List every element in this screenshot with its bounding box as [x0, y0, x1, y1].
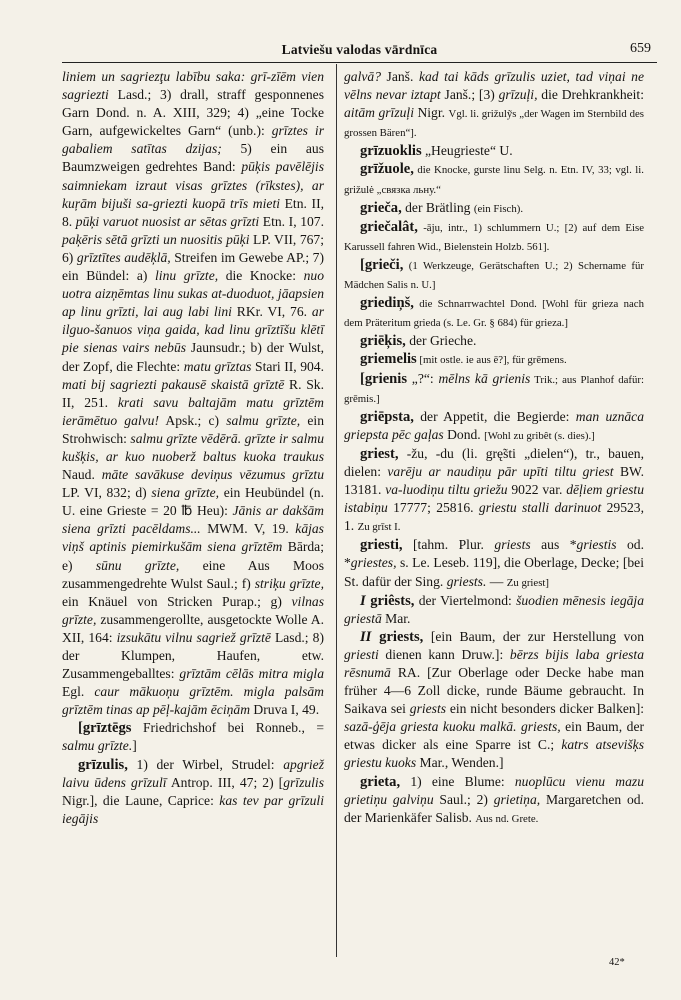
headword: griēķis, — [360, 333, 406, 350]
entry-text: salmu grīzte, — [226, 412, 301, 428]
entry-text — [234, 684, 244, 699]
entry-text: liniem un sagriezţu labību saka: grī-zīēm vien sagriezti — [62, 69, 324, 103]
entry-text: sazā-ģēja griesta kuoku malkā. griests, — [344, 719, 561, 735]
dictionary-entry — [344, 408, 644, 445]
entry-text: griestes, — [350, 555, 397, 571]
entry-text: Mar., Wenden.] — [416, 755, 504, 771]
entry-text: Friedrichshof bei Ronneb., = — [131, 720, 324, 736]
entry-text: caur mākuoņu grīztēm. — [94, 684, 234, 700]
entry-text: zusammengerollte, ausgetockte Wolle A. XII, 164: — [62, 611, 324, 645]
headword: grieta, — [360, 773, 401, 790]
entry-text: s. Le. Leseb. 119], die Oberlage, Decke; [bei St. dafür der Sing. — [344, 555, 644, 589]
entry-text: „Heugrieste“ U. — [421, 143, 513, 159]
entry-text: aus * — [530, 537, 577, 553]
entry-text: RKr. VI, 76. — [231, 304, 312, 320]
headword: griēpsta, — [360, 408, 414, 425]
entry-text: die Schnarrwachtel Dond. [Wohl für grieza nach dem Präteritum grieda (s. Le. Gr. § 684) für grieza.] — [344, 298, 644, 330]
dictionary-entry — [344, 199, 644, 218]
entry-text: Zu grīst I. — [357, 521, 401, 534]
entry-text: krati savu baltajām matu grīztēm ierāmētuo galvu! — [62, 394, 324, 428]
entry-text: griests — [494, 537, 531, 553]
entry-text: (1 Werkzeuge, Gerätschaften U.; 2) Schername für Mädchen Salis n. U.] — [344, 259, 644, 292]
entry-text: grīzulis — [283, 774, 324, 790]
headword: griemelis — [360, 351, 417, 368]
headword: [grīztēgs — [78, 720, 132, 737]
entry-text: Druva I, 49. — [250, 702, 320, 718]
entry-text: [Wohl zu gribêt (s. dies).] — [484, 429, 595, 442]
entry-text: Stari II, 904. — [251, 358, 324, 374]
dictionary-entry — [344, 332, 644, 350]
entry-text: aitām grīzuļi — [344, 105, 414, 121]
entry-text: ar ilguo-šanuos viņa gaida, kad linu grīztīšu klētī pie sienas vairs nebūs — [62, 304, 324, 356]
entry-text: mēlns kā grienis — [438, 370, 531, 386]
entry-text: paķēris sētā grīzti un nuositis pūķi — [62, 231, 250, 247]
entry-text: varēju ar naudiņu pār upīti tiltu griest — [387, 463, 614, 479]
entry-text: der Grieche. — [405, 333, 477, 349]
entry-text: ein nicht besonders dicker Balken]: — [446, 701, 644, 717]
entry-text: griestis — [576, 537, 617, 553]
entry-text: griestu stalli darinuot — [478, 500, 602, 516]
entry-text: die Drehkrankheit: — [537, 87, 644, 103]
headword: griests, — [379, 628, 424, 645]
dictionary-entry — [344, 628, 644, 773]
dictionary-entry — [344, 160, 644, 198]
entry-text: Streifen im Gewebe AP.; 7) ein Bündel: a) — [62, 249, 324, 284]
headword: II — [360, 628, 380, 645]
entry-text: nuo uotra aizņēmtas linu sukas at-duoduot, jāapsien ap linu grīzti, lai aug labi lini — [62, 268, 324, 320]
entry-text: LP. VII, 767; 6) — [62, 231, 324, 265]
headword: [grieči, — [360, 256, 404, 273]
entry-text: — — [486, 573, 507, 589]
entry-text: ein Knäuel von Stricken Purap.; g) — [62, 593, 292, 609]
entry-text: Mar. — [381, 610, 411, 626]
entry-text: ] — [132, 738, 137, 754]
entry-text: Margaretchen od. der Marienkäfer Salisb. — [344, 791, 644, 825]
entry-text: Vgl. li. grižulỹs „der Wagen im Sternbild des grossen Bären“]. — [344, 108, 644, 140]
dictionary-entry — [344, 142, 644, 160]
entry-text: Apsk.; c) — [159, 412, 227, 428]
headword: [grienis — [360, 370, 408, 387]
entry-text: šuodien mēnesis iegāja griestā — [344, 592, 644, 626]
entry-text: „?“: — [407, 370, 439, 386]
entry-text: 17777; 25816. — [387, 500, 479, 516]
dictionary-entry — [62, 719, 324, 755]
running-title: Latviešu valodas vārdnīca — [281, 42, 438, 57]
dictionary-entry — [344, 370, 644, 408]
entry-text: Etn. I, 107. — [259, 213, 324, 229]
entry-text: Lasd.; 3) drall, straff gesponnenes Garn Dond. n. A. XIII, 329; 4) „eine Tocke Garn, aufgewickeltes Garn“ (unb.): — [62, 87, 324, 139]
entry-text: 1) eine Blume: — [400, 773, 515, 789]
entry-text: va-luodiņu tiltu griežu — [385, 482, 508, 498]
entry-text: Saul.; 2) — [433, 791, 494, 807]
entry-text: 29523, 1. — [344, 500, 644, 534]
entry-text: [tahm. Plur. — [402, 537, 495, 553]
entry-text: der Brätling — [401, 199, 474, 215]
entry-text: 1) der Wirbel, Strudel: — [127, 756, 284, 772]
entry-text: griests. — [446, 573, 487, 589]
entry-text: pūķi varuot nuosist ar sētas grīzti — [75, 213, 260, 229]
entry-text: mati bij sagriezti pakausē skaistā grīztē — [62, 376, 285, 392]
headword: griesti, — [360, 537, 403, 554]
headword: grīzulis, — [78, 756, 128, 773]
dictionary-entry — [344, 68, 644, 142]
entry-text: grīzuļi, — [498, 87, 538, 103]
dictionary-entry — [344, 773, 644, 828]
dictionary-entry — [344, 592, 644, 628]
entry-text: dēļiem griestu istabiņu — [344, 482, 644, 516]
dictionary-entry — [344, 294, 644, 332]
headword: grīzuoklis — [360, 143, 422, 160]
entry-text: Dond. — [443, 426, 485, 442]
entry-text: apgriež laivu ūdens grīzulī — [62, 756, 324, 790]
entry-text: grietiņa, — [493, 791, 541, 807]
dictionary-entry — [344, 536, 644, 591]
headword: griediņš, — [360, 295, 414, 312]
entry-text: migla palsām grīztēm tinas ap pēļ-kajām ēciņām — [62, 684, 324, 718]
entry-text: -žu, -du (li. grę̃sti „dielen“), tr., bauen, dielen: — [344, 445, 644, 479]
entry-text: Jaunsudr.; b) der Wulst, der Zopf, die Flechte: — [62, 340, 324, 374]
entry-text: 9022 var. — [507, 482, 567, 498]
entry-text: Zu griest] — [506, 576, 550, 589]
entry-text: Trik.; aus Planhof dafür: grēmis.] — [344, 373, 644, 405]
entry-text: salmu grīzte vēdērā. grīzte ir salmu kušķis, ar kuo nuoberž baltus kuoka traukus — [62, 430, 324, 464]
entry-text: sūnu grīzte, — [95, 557, 180, 573]
entry-text: striķu grīzte, — [254, 575, 324, 591]
entry-text: ein Heubündel (n. U. eine Grieste = 20 ℔ Heu): — [62, 485, 325, 519]
entry-text: Jānis ar dakšām siena grīzti pacēldams... — [62, 503, 324, 537]
entry-text: Antrop. III, 47; 2) [ — [166, 774, 284, 790]
entry-text: (ein Fisch). — [473, 202, 524, 215]
entry-text: R. Sk. II, 251. — [62, 376, 324, 410]
entry-text: grīztām cēlās mitra migla — [179, 666, 324, 682]
entry-text: grīztītes audēķlā, — [76, 249, 171, 265]
entry-text: grīztes ir gabaliem satītas dzijas; — [62, 123, 324, 157]
entry-text: der Appetit, die Begierde: — [413, 408, 576, 424]
page-header — [62, 40, 657, 63]
entry-text: Janš.; [3) — [440, 87, 499, 103]
headword: griêsts, — [370, 592, 415, 609]
entry-text: māte savākuse deviņus vēzumus grīztu — [101, 467, 324, 483]
entry-text: 5) ein aus Baumzweigen gedrehtes Band: — [62, 141, 324, 175]
entry-text: Etn. II, 8. — [62, 195, 324, 229]
entry-text: RA. [Zur Oberlage oder Decke habe man früher 4—6 Zoll dicke, runde Bäume gebraucht. In Saikava sei — [344, 665, 644, 717]
entry-text: -āju, intr., 1) schlummern U.; [2) auf dem Eise Karussell fahren Wid., Bielenstein Holzb. 561]. — [344, 221, 644, 253]
entry-text: [mit ostle. ie aus ē?], für grēmens. — [416, 354, 567, 367]
entry-text: BW. 13181. — [344, 463, 644, 498]
entry-text: LP. VI, 832; d) — [62, 485, 152, 501]
entry-text: Aus nd. Grete. — [475, 812, 539, 825]
dictionary-entry — [344, 445, 644, 536]
printer-signature: 42* — [609, 957, 625, 968]
headword: grieča, — [360, 199, 402, 216]
entry-text: galvā? — [344, 69, 381, 84]
entry-text: nuoplūcu vienu mazu grietiņu galviņu — [344, 773, 644, 807]
entry-text: ein Baum, der etwas dicker als eine Sparre ist C.; — [344, 719, 644, 753]
right-column — [344, 68, 644, 828]
entry-text: griests — [409, 701, 447, 717]
entry-text: katrs atsevišķs griestu kuoks — [344, 737, 644, 771]
entry-text: kas tev par grīzuli iegājis — [62, 792, 324, 826]
dictionary-entry — [62, 68, 324, 719]
entry-text: [ein Baum, der zur Herstellung von — [423, 628, 644, 644]
entry-text: Janš. — [381, 69, 419, 84]
entry-text: Egl. — [62, 684, 95, 700]
headword: I — [360, 592, 371, 609]
page-number: 659 — [630, 41, 651, 56]
entry-text: Bārda; e) — [62, 539, 324, 573]
entry-text: eine Aus Moos zusammengedrehte Wulst Saul.; f) — [62, 557, 324, 591]
dictionary-entry — [344, 218, 644, 256]
entry-text: salmu grīzte. — [62, 738, 133, 754]
entry-text: kad tai kāds grīzulis uziet, tad viņai ne vēlns nevar iztapt — [344, 69, 645, 103]
entry-text: die Knocke, gurste linu Selg. n. Etn. IV, 33; vgl. li. grižulė „связка льну.“ — [344, 164, 644, 196]
entry-text: izsukātu vilnu sagriež grīztē — [116, 629, 271, 645]
headword: griest, — [360, 445, 399, 462]
entry-text: matu grīztas — [183, 358, 252, 374]
entry-text: griesti — [344, 646, 379, 662]
entry-text: Lasd.; 8) der Klumpen, Haufen, etw. Zusammengeballtes: — [62, 629, 324, 682]
entry-text: siena grīzte, — [151, 485, 220, 501]
dictionary-entry — [62, 756, 324, 828]
dictionary-entry — [344, 350, 644, 369]
entry-text: vilnas grīzte, — [62, 593, 324, 627]
entry-text: MWM. V, 19. — [200, 521, 296, 537]
entry-text: linu grīzte, — [155, 268, 219, 284]
entry-text: man uznāca griepsta pēc gaļas — [344, 408, 644, 442]
dictionary-entry — [344, 256, 644, 294]
entry-text: ein Strohwisch: — [62, 412, 324, 446]
entry-text: pūķis pavēlējis saimniekam izraut visas grīztes (rīkstes), ar kuŗām bijuši sa-griezti kuopā trīs mieti — [62, 159, 324, 211]
headword: grīžuole, — [360, 161, 414, 178]
entry-text: Nigr. — [413, 105, 449, 121]
left-column — [62, 68, 324, 828]
column-divider — [336, 64, 337, 957]
entry-text: kājas viņš aptinis piemirkušām siena grīztēm — [62, 521, 324, 555]
entry-text: bērzs bijis laba griesta rēsnumā — [344, 646, 644, 680]
headword: griečalât, — [360, 218, 418, 235]
entry-text: die Knocke: — [218, 268, 304, 284]
entry-text: dienen kann Druw.]: — [378, 646, 510, 662]
entry-text: der Viertelmond: — [414, 592, 517, 608]
entry-text: od. * — [344, 537, 645, 571]
entry-text: Nigr.], die Laune, Caprice: — [62, 792, 220, 808]
entry-text: Naud. — [62, 467, 102, 483]
